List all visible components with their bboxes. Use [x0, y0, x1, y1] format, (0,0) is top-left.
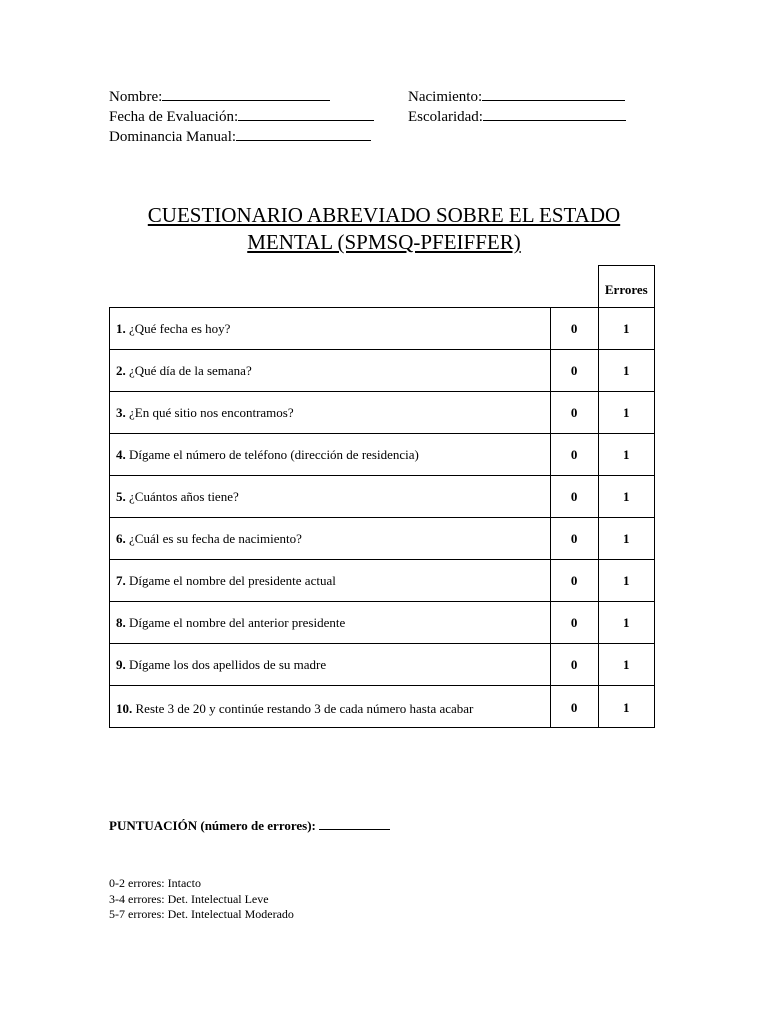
score-0-cell[interactable]: 0 — [550, 434, 598, 476]
fecha-evaluacion-field[interactable] — [109, 106, 374, 127]
dominancia-field[interactable] — [109, 126, 371, 147]
score-1-cell[interactable]: 1 — [598, 602, 654, 644]
score-0-cell[interactable]: 0 — [550, 518, 598, 560]
dominancia-line[interactable] — [236, 126, 371, 141]
errors-header: Errores — [598, 266, 654, 308]
table-row: 2. ¿Qué día de la semana? 0 1 — [110, 350, 655, 392]
table-row: 10. Reste 3 de 20 y continúe restando 3 de cada número hasta acabar 0 1 — [110, 686, 655, 728]
score-1-cell[interactable]: 1 — [598, 308, 654, 350]
scoring-legend — [109, 876, 294, 923]
score-1-cell[interactable]: 1 — [598, 644, 654, 686]
score-1-cell[interactable]: 1 — [598, 350, 654, 392]
score-0-cell[interactable]: 0 — [550, 392, 598, 434]
legend-item: 3-4 errores: Det. Intelectual Leve — [109, 891, 269, 906]
escolaridad-label: Escolaridad: — [408, 109, 483, 125]
score-1-cell[interactable]: 1 — [598, 392, 654, 434]
nombre-label: Nombre: — [109, 89, 163, 105]
nacimiento-field[interactable] — [408, 86, 625, 107]
table-header-row — [110, 266, 655, 308]
title-line-2: MENTAL (SPMSQ-PFEIFFER) — [247, 230, 521, 254]
score-0-cell[interactable]: 0 — [550, 644, 598, 686]
fecha-evaluacion-label: Fecha de Evaluación: — [109, 109, 239, 125]
score-1-cell[interactable]: 1 — [598, 560, 654, 602]
nombre-field[interactable] — [109, 86, 330, 107]
score-1-cell[interactable]: 1 — [598, 476, 654, 518]
score-0-cell[interactable]: 0 — [550, 476, 598, 518]
escolaridad-field[interactable] — [408, 106, 626, 127]
table-row: 7. Dígame el nombre del presidente actual 0 1 — [110, 560, 655, 602]
score-0-cell[interactable]: 0 — [550, 686, 598, 728]
questionnaire-table — [109, 265, 655, 728]
score-0-cell[interactable]: 0 — [550, 308, 598, 350]
score-0-cell[interactable]: 0 — [550, 602, 598, 644]
legend-item: 5-7 errores: Det. Intelectual Moderado — [109, 907, 294, 921]
fecha-evaluacion-line[interactable] — [238, 106, 374, 121]
score-0-cell[interactable]: 0 — [550, 350, 598, 392]
puntuacion-label: PUNTUACIÓN (número de errores): — [109, 818, 316, 833]
table-row: 5. ¿Cuántos años tiene? 0 1 — [110, 476, 655, 518]
nacimiento-line[interactable] — [482, 86, 625, 101]
table-row: 3. ¿En qué sitio nos encontramos? 0 1 — [110, 392, 655, 434]
table-row: 9. Dígame los dos apellidos de su madre 0 1 — [110, 644, 655, 686]
table-row: 4. Dígame el número de teléfono (dirección de residencia) 0 1 — [110, 434, 655, 476]
dominancia-label: Dominancia Manual: — [109, 129, 237, 145]
nacimiento-label: Nacimiento: — [408, 89, 483, 105]
table-row: 6. ¿Cuál es su fecha de nacimiento? 0 1 — [110, 518, 655, 560]
nombre-line[interactable] — [162, 86, 330, 101]
score-1-cell[interactable]: 1 — [598, 518, 654, 560]
table-row: 8. Dígame el nombre del anterior presidente 0 1 — [110, 602, 655, 644]
legend-item: 0-2 errores: Intacto — [109, 876, 201, 890]
score-1-cell[interactable]: 1 — [598, 434, 654, 476]
page-title — [0, 202, 768, 256]
score-0-cell[interactable]: 0 — [550, 560, 598, 602]
score-1-cell[interactable]: 1 — [598, 686, 654, 728]
title-line-1: CUESTIONARIO ABREVIADO SOBRE EL ESTADO — [147, 203, 621, 227]
puntuacion-field[interactable] — [109, 818, 390, 834]
table-row: 1. ¿Qué fecha es hoy? 0 1 — [110, 308, 655, 350]
puntuacion-line[interactable] — [319, 818, 390, 830]
escolaridad-line[interactable] — [483, 106, 626, 121]
